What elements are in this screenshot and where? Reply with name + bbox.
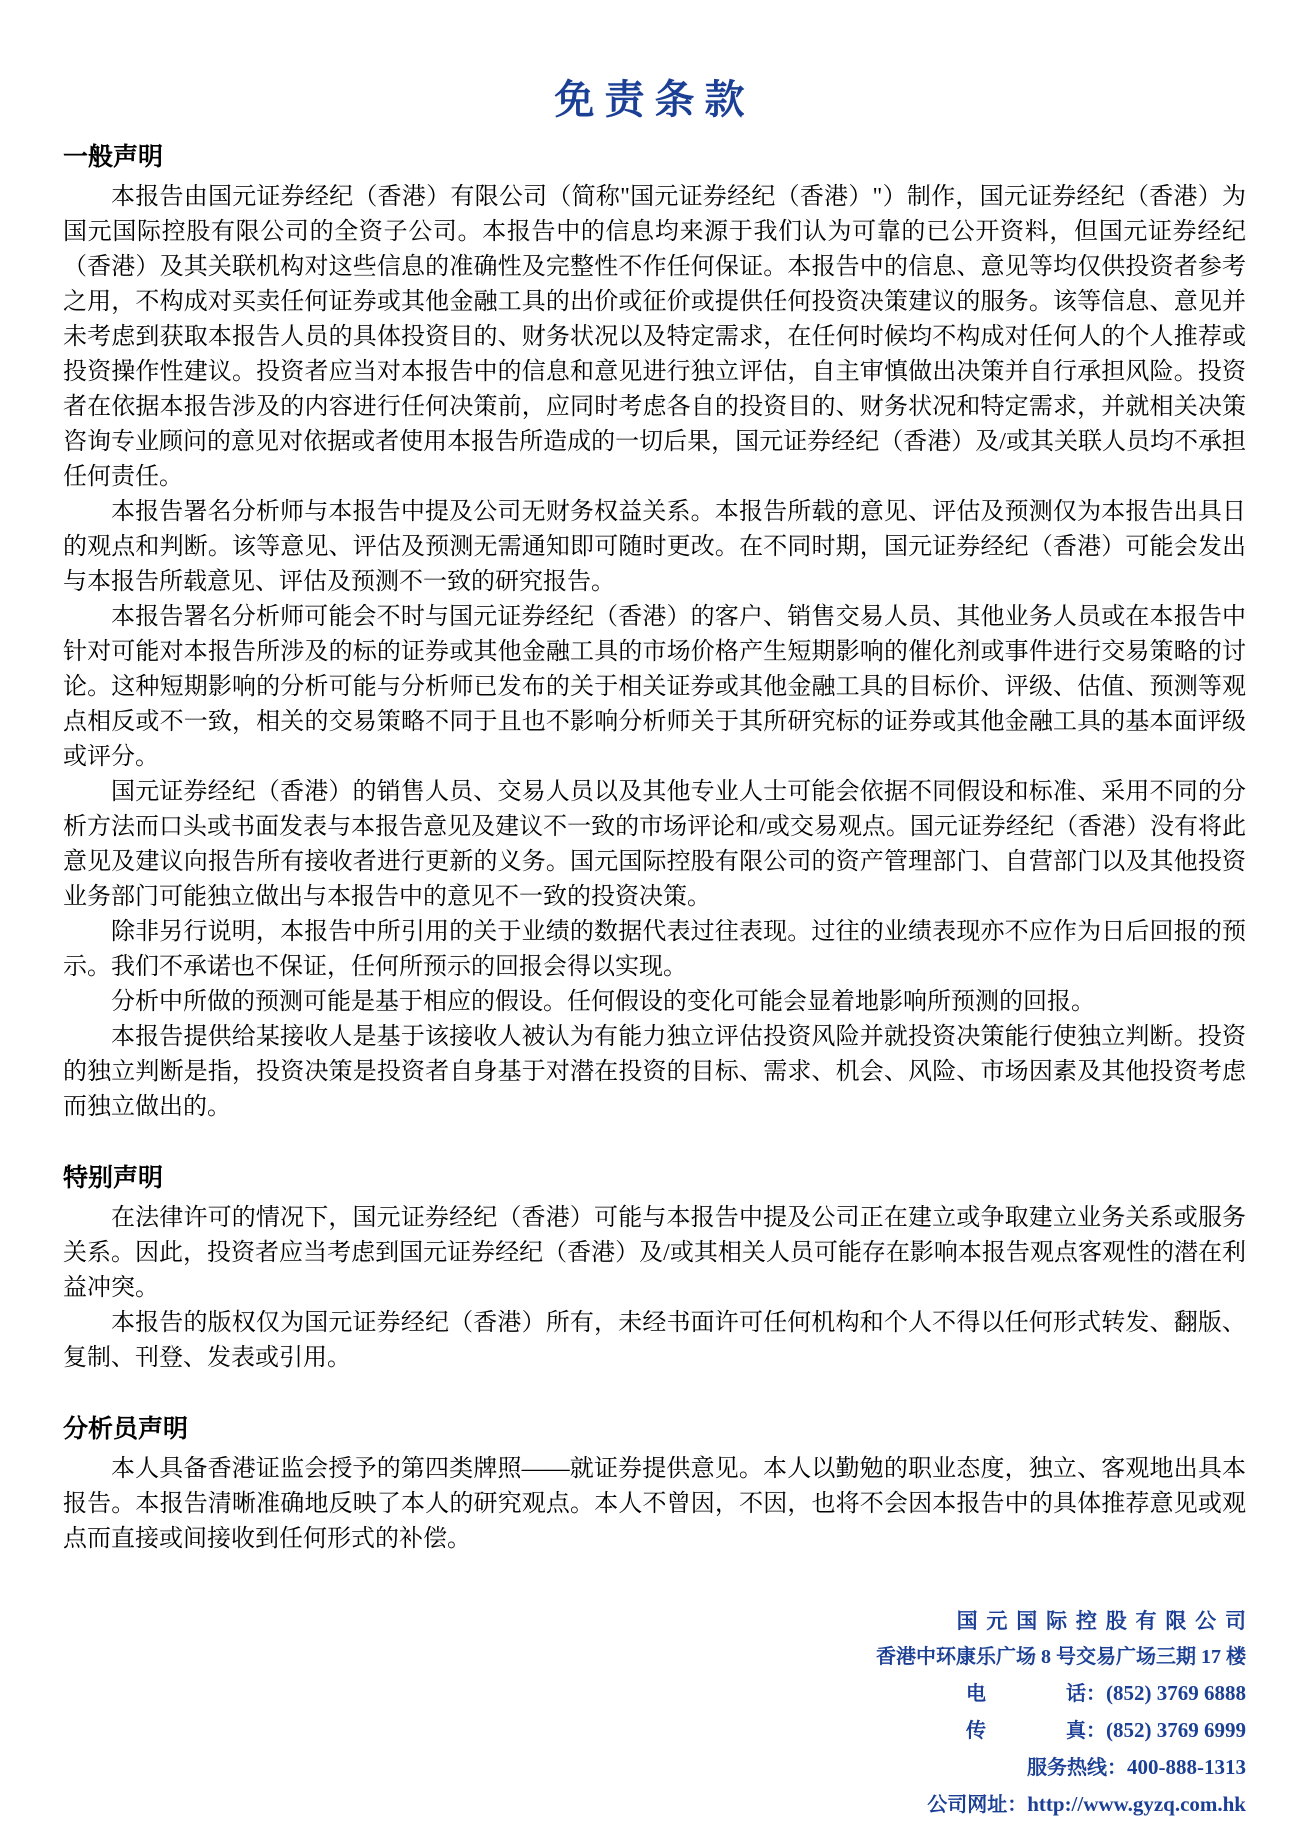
section-analyst-statement [63, 1414, 1246, 1557]
paragraph: 国元证券经纪（香港）的销售人员、交易人员以及其他专业人士可能会依据不同假设和标准、采用不同的分析方法而口头或书面发表与本报告意见及建议不一致的市场评论和/或交易观点。国元证券经纪（香港）没有将此意见及建议向报告所有接收者进行更新的义务。国元国际控股有限公司的资产管理部门、自营部门以及其他投资业务部门可能独立做出与本报告中的意见不一致的投资决策。 [63, 779, 1246, 910]
section-heading-special: 特别声明 [63, 1165, 164, 1192]
page-title: 免责条款 [554, 77, 755, 122]
footer-hotline-value: 400-888-1313 [1127, 1755, 1246, 1779]
paragraph: 本报告提供给某接收人是基于该接收人被认为有能力独立评估投资风险并就投资决策能行使独立判断。投资的独立判断是指，投资决策是投资者自身基于对潜在投资的目标、需求、机会、风险、市场因素及其他投资考虑而独立做出的。 [63, 1024, 1246, 1120]
footer-website-url[interactable]: http://www.gyzq.com.hk [1027, 1792, 1246, 1816]
footer-contact-block [63, 1603, 1255, 1823]
footer-address: 香港中环康乐广场 8 号交易广场三期 17 楼 [876, 1646, 1246, 1668]
footer-phone-value: (852) 3769 6888 [1106, 1681, 1246, 1705]
section-heading-analyst: 分析员声明 [63, 1416, 189, 1443]
footer-phone-label: 电 话： [966, 1683, 1106, 1705]
section-general-statement [63, 142, 1246, 1125]
paragraph: 本报告署名分析师与本报告中提及公司无财务权益关系。本报告所载的意见、评估及预测仅为本报告出具日的观点和判断。该等意见、评估及预测无需通知即可随时更改。在不同时期，国元证券经纪（香港）可能会发出与本报告所载意见、评估及预测不一致的研究报告。 [63, 499, 1246, 595]
paragraph: 分析中所做的预测可能是基于相应的假设。任何假设的变化可能会显着地影响所预测的回报。 [111, 989, 1095, 1015]
footer-hotline-label: 服务热线： [1027, 1757, 1127, 1779]
paragraph: 本报告由国元证券经纪（香港）有限公司（简称"国元证券经纪（香港）"）制作，国元证券经纪（香港）为国元国际控股有限公司的全资子公司。本报告中的信息均来源于我们认为可靠的已公开资料，但国元证券经纪（香港）及其关联机构对这些信息的准确性及完整性不作任何保证。本报告中的信息、意见等均仅供投资者参考之用，不构成对买卖任何证券或其他金融工具的出价或征价或提供任何投资决策建议的服务。该等信息、意见并未考虑到获取本报告人员的具体投资目的、财务状况以及特定需求，在任何时候均不构成对任何人的个人推荐或投资操作性建议。投资者应当对本报告中的信息和意见进行独立评估，自主审慎做出决策并自行承担风险。投资者在依据本报告涉及的内容进行任何决策前，应同时考虑各自的投资目的、财务状况和特定需求，并就相关决策咨询专业顾问的意见对依据或者使用本报告所造成的一切后果，国元证券经纪（香港）及/或其关联人员均不承担任何责任。 [63, 184, 1246, 490]
footer-fax-value: (852) 3769 6999 [1106, 1718, 1246, 1742]
footer-hotline-line [63, 1749, 1246, 1786]
footer-fax-line [63, 1712, 1246, 1749]
footer-phone-line [63, 1675, 1246, 1712]
footer-company-name: 国元国际控股有限公司 [956, 1609, 1255, 1633]
paragraph: 在法律许可的情况下，国元证券经纪（香港）可能与本报告中提及公司正在建立或争取建立业务关系或服务关系。因此，投资者应当考虑到国元证券经纪（香港）及/或其相关人员可能存在影响本报告观点客观性的潜在利益冲突。 [63, 1205, 1246, 1301]
paragraph: 本报告署名分析师可能会不时与国元证券经纪（香港）的客户、销售交易人员、其他业务人员或在本报告中针对可能对本报告所涉及的标的证券或其他金融工具的市场价格产生短期影响的催化剂或事件进行交易策略的讨论。这种短期影响的分析可能与分析师已发布的关于相关证券或其他金融工具的目标价、评级、估值、预测等观点相反或不一致，相关的交易策略不同于且也不影响分析师关于其所研究标的证券或其他金融工具的基本面评级或评分。 [63, 604, 1246, 770]
footer-website-label: 公司网址： [927, 1794, 1028, 1816]
footer-fax-label: 传 真： [966, 1720, 1106, 1742]
paragraph: 本人具备香港证监会授予的第四类牌照——就证券提供意见。本人以勤勉的职业态度，独立、客观地出具本报告。本报告清晰准确地反映了本人的研究观点。本人不曾因，不因，也将不会因本报告中的具体推荐意见或观点而直接或间接收到任何形式的补偿。 [63, 1456, 1246, 1552]
paragraph: 本报告的版权仅为国元证券经纪（香港）所有，未经书面许可任何机构和个人不得以任何形式转发、翻版、复制、刊登、发表或引用。 [63, 1310, 1246, 1371]
section-heading-general: 一般声明 [63, 144, 164, 171]
footer-website-line [63, 1786, 1246, 1823]
section-special-statement [63, 1163, 1246, 1376]
paragraph: 除非另行说明，本报告中所引用的关于业绩的数据代表过往表现。过往的业绩表现亦不应作为日后回报的预示。我们不承诺也不保证，任何所预示的回报会得以实现。 [63, 919, 1246, 980]
